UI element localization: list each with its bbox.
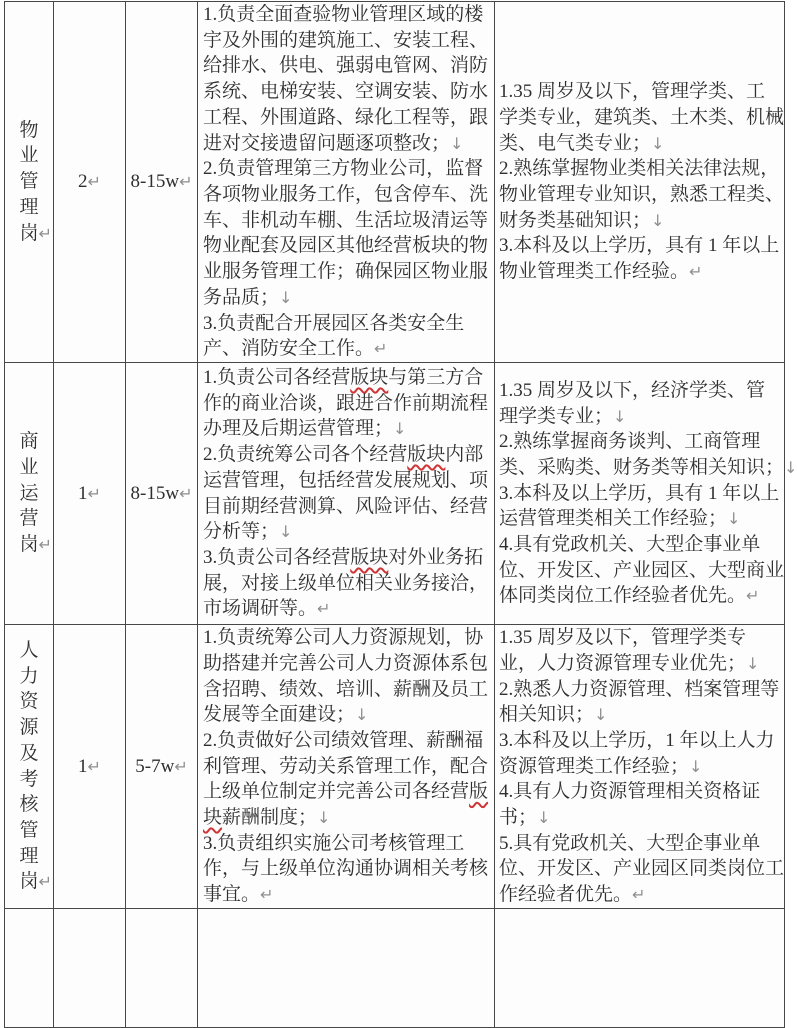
requirements-cell: 1.35 周岁及以下，管理学类专 业，人力资源管理专业优先；↓ 2.熟悉人力资源管理、档案管理等 相关知识；↓ 3.本科及以上学历，1 年以上人力 资源管理类工作经验；↓ 4.具有人力资源管理相关资格证 书；↓ 5.具有党政机关、大型企事业单 位、开发区、产业园区同类岗位工 作经验者优先。↵ [495, 625, 784, 908]
formatting-mark-icon: ↓ [537, 808, 551, 828]
formatting-mark-icon: ↵ [174, 756, 188, 776]
formatting-mark-icon: ↓ [784, 457, 797, 477]
duties-cell [198, 909, 494, 1027]
formatting-mark-icon: ↓ [613, 406, 627, 426]
formatting-mark-icon: ↓ [279, 287, 293, 307]
requirements-cell: 1.35 周岁及以下，管理学类、工 学类专业，建筑类、土木类、机械 类、电气类专业；↓ 2.熟练掌握物业类相关法律法规， 物业管理专业知识，熟悉工程类、 财务类基础知识；↓ 3.本科及以上学历，具有 1 年以上 物业管理类工作经验。↵ [495, 2, 784, 362]
formatting-mark-icon: ↓ [450, 133, 464, 153]
position-cell: 物 业 管 理 岗↵ [5, 2, 53, 362]
position-cell: 人 力 资 源 及 考 核 管 理 岗↵ [5, 625, 53, 908]
formatting-mark-icon: ↓ [727, 509, 741, 529]
formatting-mark-icon: ↵ [87, 483, 101, 503]
headcount-cell: 1↵ [54, 625, 125, 908]
salary-cell: 8-15w↵ [126, 363, 197, 624]
formatting-mark-icon: ↵ [87, 172, 101, 192]
formatting-mark-icon: ↵ [87, 756, 101, 776]
formatting-mark-icon: ↓ [689, 756, 703, 776]
formatting-mark-icon: ↓ [279, 522, 293, 542]
salary-cell: 8-15w↵ [126, 2, 197, 362]
formatting-mark-icon: ↓ [355, 705, 369, 725]
formatting-mark-icon: ↵ [632, 885, 646, 905]
duties-cell: 1.负责统筹公司人力资源规划，协 助搭建并完善公司人力资源体系包 含招聘、绩效、培训、薪酬及员工 发展等全面建设；↓ 2.负责做好公司绩效管理、薪酬福 利管理、劳动关系管理工作，配合 上级单位制定并完善公司各经营版 块薪酬制度；↓ 3.负责组织实施公司考核管理工 作，与上级单位沟通协调相关考核 事宜。↵ [198, 625, 494, 908]
requirements-cell: 1.35 周岁及以下，经济学类、管 理学类专业；↓ 2.熟练掌握商务谈判、工商管理 类、采购类、财务类等相关知识；↓ 3.本科及以上学历，具有 1 年以上 运营管理类相关工作经验；↓ 4.具有党政机关、大型企事业单 位、开发区、产业园区、大型商业 体同类岗位工作经验者优先。↵ [495, 363, 784, 624]
formatting-mark-icon: ↓ [651, 133, 665, 153]
duties-cell: 1.负责全面查验物业管理区域的楼 宇及外围的建筑施工、安装工程、 给排水、供电、强弱电管网、消防 系统、电梯安装、空调安装、防水 工程、外围道路、绿化工程等，跟 进对交接遗留问题逐项整改；↓ 2.负责管理第三方物业公司，监督 各项物业服务工作，包含停车、洗 车、非机动车棚、生活垃圾清运等 物业配套及园区其他经营板块的物 业服务管理工作；确保园区物业服 务品质；↓ 3.负责配合开展园区各类安全生 产、消防安全工作。↵ [198, 2, 494, 362]
salary-cell [126, 909, 197, 1027]
formatting-mark-icon: ↵ [689, 262, 703, 282]
formatting-mark-icon: ↵ [746, 586, 760, 606]
position-cell [5, 909, 53, 1027]
formatting-mark-icon: ↓ [393, 419, 407, 439]
headcount-cell: 1↵ [54, 363, 125, 624]
headcount-cell [54, 909, 125, 1027]
headcount-cell: 2↵ [54, 2, 125, 362]
formatting-mark-icon: ↓ [651, 210, 665, 230]
requirements-cell [495, 909, 784, 1027]
formatting-mark-icon: ↓ [317, 808, 331, 828]
formatting-mark-icon: ↓ [594, 705, 608, 725]
formatting-mark-icon: ↵ [179, 483, 193, 503]
formatting-mark-icon: ↓ [746, 653, 760, 673]
position-cell: 商 业 运 营 岗↵ [5, 363, 53, 624]
formatting-mark-icon: ↵ [179, 172, 193, 192]
duties-cell: 1.负责公司各经营版块与第三方合 作的商业洽谈，跟进合作前期流程 办理及后期运营管理；↓ 2.负责统筹公司各个经营版块内部 运营管理，包括经营发展规划、项 目前期经营测算、风险评估、经营 分析等；↓ 3.负责公司各经营版块对外业务拓 展，对接上级单位相关业务接洽， 市场调研等。↵ [198, 363, 494, 624]
job-positions-table [4, 1, 797, 1028]
salary-cell: 5-7w↵ [126, 625, 197, 908]
formatting-mark-icon: ↵ [374, 339, 388, 359]
formatting-mark-icon: ↵ [260, 885, 274, 905]
formatting-mark-icon: ↵ [317, 599, 331, 619]
